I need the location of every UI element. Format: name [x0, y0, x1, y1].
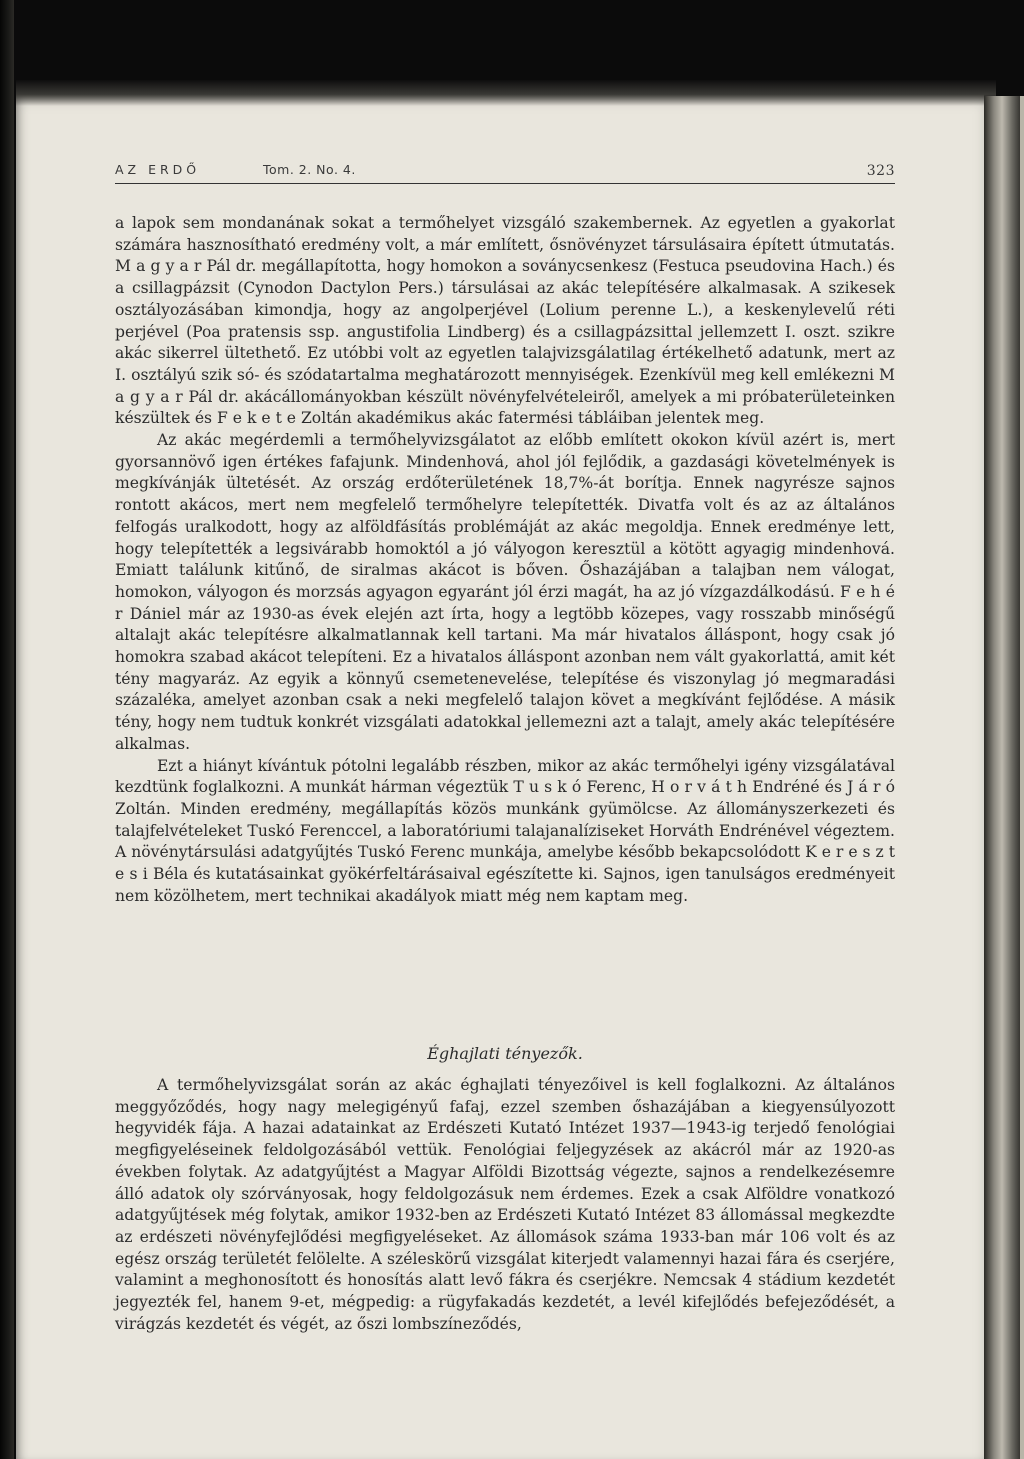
paragraph: A termőhelyvizsgálat során az akác éghajlati tényezőivel is kell foglalkozni. Az általános meggyőződés, hogy nagy melegigényű fafaj, ezzel szemben őshazájában a kiegyensúlyozott hegyvidék fája. A hazai adatainkat az Erdészeti Kutató Intézet 1937—1943-ig terjedő fenológiai megfigyeléseinek feldolgozásából vettük. Fenológiai feljegyzések az akácról már az 1920-as években folytak. Az adatgyűjtést a Magyar Alföldi Bizottság végezte, sajnos a rendelkezésemre álló adatok oly szórványosak, hogy feldolgozásuk nem érdemes. Ezek a csak Alföldre vonatkozó adatgyűjtések még folytak, amikor 1932-ben az Erdészeti Kutató Intézet 83 állomással megkezdte az erdészeti növényfejlődési megfigyeléseket. Az állomások száma 1933-ban már 106 volt és az egész ország területét felölelte. A széleskörű vizsgálat kiterjedt valamennyi hazai fára és cserjére, valamint a meghonosított és honosítás alatt levő fákra és cserjékre. Nemcsak 4 stádium kezdetét jegyezték fel, hanem 9-et, mégpedig: a rügyfakadás kezdetét, a levél kifejlődés befejeződését, a virágzás kezdetét és végét, az őszi lombszíneződés,	[115, 1076, 895, 1333]
paragraph: Az akác megérdemli a termőhelyvizsgálatot az előbb említett okokon kívül azért is, mert gyorsannövő igen értékes fafajunk. Mindenhová, ahol jól fejlődik, a gazdasági követelmények is megkívánják ültetését. Az ország erdőterületének 18,7%-át borítja. Ennek nagyrésze sajnos rontott akácos, mert nem megfelelő termőhelyre telepítették. Divatfa volt és az az általános felfogás uralkodott, hogy az alföldfásítás problémáját az akác megoldja. Ennek eredménye lett, hogy telepítették a legsivárabb homoktól a jó vályogon keresztül a kötött agyagig mindenhová. Emiatt találunk kitűnő, de siralmas akácot is bőven. Őshazájában a talajban nem válogat, homokon, vályogon és morzsás agyagon egyaránt jól érzi magát, ha az jó vízgazdálkodású. F e h é r Dániel már az 1930-as évek elején azt írta, hogy a legtöbb közepes, vagy rosszabb minőségű altalajt akác telepítésre alkalmatlannak kell tartani. Ma már hivatalos álláspont, hogy csak jó homokra szabad akácot telepíteni. Ez a hivatalos álláspont azonban nem vált gyakorlattá, amit két tény magyaráz. Az egyik a könnyű csemetenevelése, telepítése és viszonylag jó megmaradási százaléka, amelyet azonban csak a neki megfelelő talajon követ a megkívánt fejlődése. A másik tény, hogy nem tudtuk konkrét vizsgálati adatokkal jellemezni azt a talajt, amely akác telepítésére alkalmas.	[115, 431, 895, 753]
section-heading: Éghajlati tényezők.	[427, 1044, 583, 1063]
section-text	[115, 1075, 895, 1335]
journal-title: AZ ERDŐ	[115, 162, 201, 177]
header-rule	[115, 183, 895, 184]
page-number: 323	[866, 163, 895, 179]
main-text	[115, 213, 895, 908]
page-stack-edge	[984, 96, 1024, 1459]
paragraph: Ezt a hiányt kívántuk pótolni legalább részben, mikor az akác termőhelyi igény vizsgálatával kezdtünk foglalkozni. A munkát hárman végeztük T u s k ó Ferenc, H o r v á t h Endréné és J á r ó Zoltán. Minden eredmény, megállapítás közös munkánk gyümölcse. Az állományszerkezeti és talajfelvételeket Tuskó Ferenccel, a laboratóriumi talajanalíziseket Horváth Endrénével végeztem. A növénytársulási adatgyűjtés Tuskó Ferenc munkája, amelybe később bekapcsolódott K e r e s z t e s i Béla és kutatásainkat gyökérfeltárásaival egészítette ki. Sajnos, igen tanulságos eredményeit nem közölhetem, mert technikai akadályok miatt még nem kaptam meg.	[115, 756, 895, 905]
page-fore-edge	[1020, 96, 1024, 1459]
running-head	[115, 160, 895, 182]
paragraph: a lapok sem mondanának sokat a termőhelyet vizsgáló szakembernek. Az egyetlen a gyakorlat számára hasznosítható eredmény volt, a már említett, ősnövényzet társulásaira épített útmutatás. M a g y a r Pál dr. megállapította, hogy homokon a soványcsenkesz (Festuca pseudovina Hach.) és a csillagpázsit (Cynodon Dactylon Pers.) társulásai az akác telepítésére alkalmasak. A szikesek osztályozásában kimondja, hogy az angolperjével (Lolium perenne L.), a keskenylevelű réti perjével (Poa pratensis ssp. angustifolia Lindberg) és a csillagpázsittal jellemzett I. oszt. szikre akác sikerrel ültethető. Ez utóbbi volt az egyetlen talajvizsgálatilag értékelhető adatunk, mert az I. osztályú szik só- és szódatartalma meghatározott mennyiségek. Ezenkívül meg kell emlékezni M a g y a r Pál dr. akácállományokban készült növényfelvételeiről, amelyek a mi próbaterületeinken készültek és F e k e t e Zoltán akadémikus akác fatermési tábláiban jelentek meg.	[115, 214, 895, 428]
book-spine-edge	[0, 0, 14, 1459]
page-top-shadow	[16, 80, 996, 106]
issue-info: Tom. 2. No. 4.	[263, 162, 356, 177]
